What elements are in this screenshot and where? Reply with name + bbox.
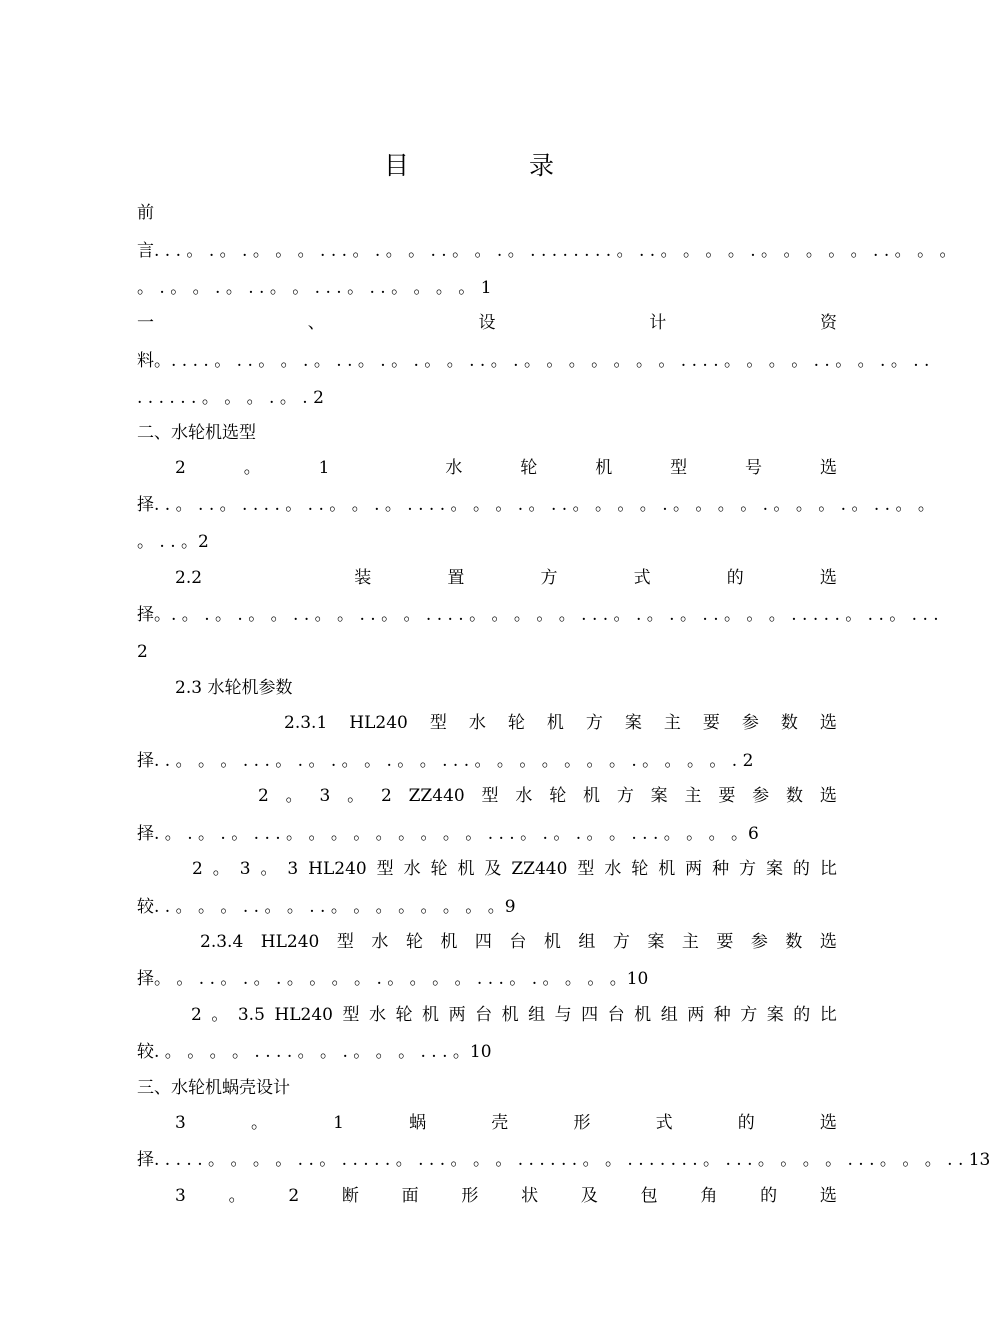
toc-fragment: 型 [481, 786, 499, 806]
toc-fragment: 方 [612, 932, 630, 952]
toc-fragment: 要 [718, 786, 736, 806]
toc-fragment: 选 [819, 1186, 837, 1206]
toc-line: 。 . 。 。 . 。 . . 。 。 . . . 。 . . 。 。 。 。 1 [137, 278, 492, 298]
toc-fragment: 装 [354, 568, 372, 588]
toc-line-justified [284, 712, 837, 734]
toc-fragment: 选 [819, 568, 837, 588]
toc-fragment: 种 [712, 859, 730, 879]
toc-fragment: 。 [260, 859, 278, 879]
toc-fragment: 四 [581, 1005, 599, 1025]
toc-fragment: 2 [288, 1186, 300, 1206]
toc-fragment: 主 [681, 932, 699, 952]
toc-fragment: 轮 [405, 932, 423, 952]
toc-fragment: 组 [660, 1005, 678, 1025]
toc-fragment: 主 [663, 713, 681, 733]
toc-fragment: 机 [546, 713, 564, 733]
toc-fragment: 两 [685, 859, 703, 879]
toc-fragment: 选 [819, 1113, 837, 1133]
toc-line: 。 . . 。2 [137, 532, 209, 552]
toc-fragment: 及 [484, 859, 502, 879]
toc-fragment: 3 [319, 786, 331, 806]
toc-fragment: 2 [258, 786, 269, 806]
toc-line-justified [192, 858, 837, 880]
toc-section-heading: 二、水轮机选型 [137, 423, 256, 443]
toc-fragment: 台 [475, 1005, 493, 1025]
toc-line: . . . . . . 。 。 。 . 。 . 2 [137, 388, 324, 408]
toc-fragment: 。 [285, 786, 303, 806]
toc-fragment: ZZ440 [408, 786, 465, 806]
toc-fragment: 轮 [520, 458, 538, 478]
toc-fragment: 方 [540, 568, 558, 588]
toc-fragment: 数 [780, 713, 798, 733]
toc-fragment: 轮 [631, 859, 649, 879]
toc-fragment: 比 [819, 859, 837, 879]
toc-line: 择。 。 . . 。 . 。 . 。 。 。 。 . 。 。 。 。 . . . 。 . 。 。 。 。10 [137, 969, 649, 989]
toc-line: 料。. . . . 。 . . 。 。 . 。 . . 。 . 。 . 。 。 . . 。 . 。 。 。 。 。 。 。 . . . . 。 。 。 。 . . 。 。 . 。 . . [137, 351, 930, 371]
toc-fragment: 的 [760, 1186, 778, 1206]
toc-fragment: 要 [702, 713, 720, 733]
toc-line: 言. . . 。 . 。 . 。 。 。 . . . 。 . 。 。 . . 。 。 . 。 . . . . . . . . 。 . . 。 。 。 。 . 。 。 。 。 。 . . 。 。 。 [137, 241, 957, 261]
toc-fragment: 的 [726, 568, 744, 588]
toc-fragment: 与 [554, 1005, 572, 1025]
toc-line: 较. 。 。 。 。 . . . . 。 。 . 。 。 。 . . . 。10 [137, 1042, 492, 1062]
toc-fragment: 数 [785, 786, 803, 806]
toc-fragment: HL240 [308, 859, 367, 879]
toc-fragment: 台 [607, 1005, 625, 1025]
toc-fragment: 水 [515, 786, 533, 806]
toc-fragment: 资 [820, 313, 837, 333]
toc-fragment: 比 [819, 1005, 837, 1025]
toc-fragment: 角 [700, 1186, 718, 1206]
toc-fragment: HL240 [274, 1005, 333, 1025]
toc-fragment: 两 [687, 1005, 705, 1025]
toc-fragment: 水 [403, 859, 421, 879]
toc-fragment: 方 [739, 859, 756, 879]
toc-fragment: 案 [650, 786, 668, 806]
toc-fragment: 选 [819, 932, 837, 952]
toc-fragment: 设 [478, 313, 496, 333]
toc-fragment: 形 [573, 1113, 591, 1133]
toc-section-heading: 三、水轮机蜗壳设计 [137, 1078, 290, 1098]
toc-fragment: 计 [649, 313, 667, 333]
toc-fragment: 型 [336, 932, 354, 952]
toc-fragment: 四 [474, 932, 492, 952]
toc-fragment: 机 [583, 786, 601, 806]
toc-fragment: 。 [212, 859, 230, 879]
toc-fragment: 水 [445, 458, 463, 478]
toc-fragment: 蜗 [409, 1113, 427, 1133]
toc-fragment: 选 [819, 713, 837, 733]
toc-title: 目 录 [384, 151, 610, 180]
toc-line-justified [175, 457, 837, 479]
toc-line: 较. . 。 。 。 . . 。 。 . . 。 。 。 。 。 。 。 。9 [137, 897, 516, 917]
toc-fragment: 方 [585, 713, 603, 733]
toc-fragment: HL240 [349, 713, 408, 733]
toc-fragment: 式 [655, 1113, 673, 1133]
toc-fragment: 种 [713, 1005, 731, 1025]
toc-fragment: 面 [401, 1186, 419, 1206]
toc-fragment: 3.5 [237, 1005, 265, 1025]
toc-line-justified [175, 1112, 837, 1134]
toc-fragment: 包 [640, 1186, 658, 1206]
toc-fragment: 2.3.1 [284, 713, 328, 733]
toc-fragment: 2 [192, 859, 203, 879]
toc-fragment: 机 [457, 859, 475, 879]
toc-fragment: 机 [634, 1005, 652, 1025]
toc-fragment: 水 [604, 859, 622, 879]
toc-line-justified [200, 931, 837, 953]
toc-fragment: 3 [287, 859, 299, 879]
toc-fragment: 。 [243, 458, 261, 478]
toc-fragment: 2.2 [175, 568, 203, 588]
toc-fragment: 参 [741, 713, 759, 733]
toc-fragment: 主 [684, 786, 702, 806]
toc-line: 择. . . . . 。 。 。 。 . . 。 . . . . . 。 . . . 。 。 。 . . . . . . 。 。 . . . . . . . 。 . . . 。 。 。 。 . . . 。 。 。 . . 13 [137, 1150, 990, 1170]
toc-fragment: 轮 [549, 786, 567, 806]
toc-fragment: 壳 [491, 1113, 509, 1133]
toc-fragment: 案 [647, 932, 665, 952]
toc-fragment: 3 [239, 859, 251, 879]
toc-line-justified [175, 1185, 837, 1207]
toc-fragment: 机 [422, 1005, 440, 1025]
toc-fragment: 轮 [507, 713, 525, 733]
toc-fragment: 一 [137, 313, 154, 333]
toc-fragment: 台 [509, 932, 527, 952]
toc-fragment: 2 [191, 1005, 202, 1025]
toc-line: 择。. 。 . 。 . 。 。 . . 。 。 . . 。 。 . . . . 。 。 。 。 。 . . . 。 . 。 . 。 . . 。 。 。 . . . . . 。 . . 。 . . . [137, 605, 939, 625]
toc-line: 择. . 。 . . 。 . . . . 。 . . 。 。 . 。 . . . . 。 。 。 . 。 . . 。 。 。 。 . 。 。 。 。 . 。 。 。 . 。 . . 。 。 [137, 495, 935, 515]
toc-line: 2 [137, 642, 148, 662]
toc-fragment: 选 [819, 458, 837, 478]
toc-fragment: 3 [175, 1113, 186, 1133]
toc-fragment: 的 [793, 1005, 811, 1025]
toc-fragment: 1 [333, 1113, 344, 1133]
toc-fragment: 的 [792, 859, 810, 879]
toc-fragment: 组 [578, 932, 596, 952]
toc-fragment: 型 [577, 859, 595, 879]
toc-fragment: 数 [785, 932, 803, 952]
toc-line-justified [191, 1004, 837, 1026]
toc-fragment: 案 [624, 713, 642, 733]
toc-fragment: 。 [250, 1113, 268, 1133]
toc-fragment: 2.3.4 [200, 932, 244, 952]
toc-fragment: 2 [380, 786, 392, 806]
toc-fragment: 。 [211, 1005, 229, 1025]
toc-fragment: 断 [341, 1186, 359, 1206]
toc-fragment: 状 [521, 1186, 539, 1206]
toc-fragment: 3 [175, 1186, 186, 1206]
toc-fragment: 案 [766, 1005, 784, 1025]
toc-fragment: 机 [658, 859, 676, 879]
toc-line-justified [258, 785, 837, 807]
toc-fragment: 水 [468, 713, 486, 733]
toc-fragment: 机 [501, 1005, 519, 1025]
toc-fragment: 组 [528, 1005, 546, 1025]
toc-fragment: 方 [616, 786, 634, 806]
toc-fragment: ZZ440 [511, 859, 568, 879]
toc-fragment: HL240 [260, 932, 320, 952]
toc-subsection-heading: 2.3 水轮机参数 [175, 678, 293, 698]
toc-line-justified [137, 312, 837, 334]
toc-fragment: 方 [740, 1005, 758, 1025]
toc-fragment: 的 [737, 1113, 755, 1133]
toc-fragment: 机 [440, 932, 458, 952]
toc-fragment: 型 [342, 1005, 360, 1025]
toc-line: 择. . 。 。 。 . . . 。 . 。 . 。 。 . 。 。 . . . 。 。 。 。 。 。 。 . 。 。 。 。 . 2 [137, 751, 754, 771]
toc-fragment: 型 [670, 458, 688, 478]
toc-fragment: 形 [461, 1186, 479, 1206]
toc-fragment: 式 [633, 568, 651, 588]
toc-line-justified [175, 567, 837, 589]
toc-fragment: 1 [318, 458, 330, 478]
toc-fragment: 置 [447, 568, 465, 588]
toc-fragment: 。 [347, 786, 365, 806]
toc-fragment: 号 [745, 458, 763, 478]
toc-fragment: 型 [429, 713, 447, 733]
toc-fragment: 型 [376, 859, 394, 879]
toc-fragment: 机 [595, 458, 613, 478]
toc-fragment: 水 [371, 932, 389, 952]
toc-fragment: 案 [765, 859, 783, 879]
toc-fragment: 轮 [430, 859, 448, 879]
toc-fragment: 参 [752, 786, 770, 806]
toc-fragment: 及 [580, 1186, 598, 1206]
toc-fragment: 选 [819, 786, 837, 806]
toc-fragment: 参 [750, 932, 768, 952]
toc-fragment: 轮 [395, 1005, 413, 1025]
toc-line: 择. 。 . 。 . 。 . . . 。 。 。 。 。 。 。 。 。 . . . 。 . 。 . 。 。 . . . 。 。 。 。6 [137, 824, 759, 844]
toc-fragment: 水 [369, 1005, 387, 1025]
toc-fragment: 2 [175, 458, 186, 478]
toc-fragment: 要 [716, 932, 734, 952]
toc-fragment: 机 [543, 932, 561, 952]
toc-fragment: 两 [448, 1005, 466, 1025]
toc-fragment: 。 [228, 1186, 246, 1206]
toc-line: 前 [137, 203, 154, 223]
toc-fragment: 、 [307, 313, 325, 333]
